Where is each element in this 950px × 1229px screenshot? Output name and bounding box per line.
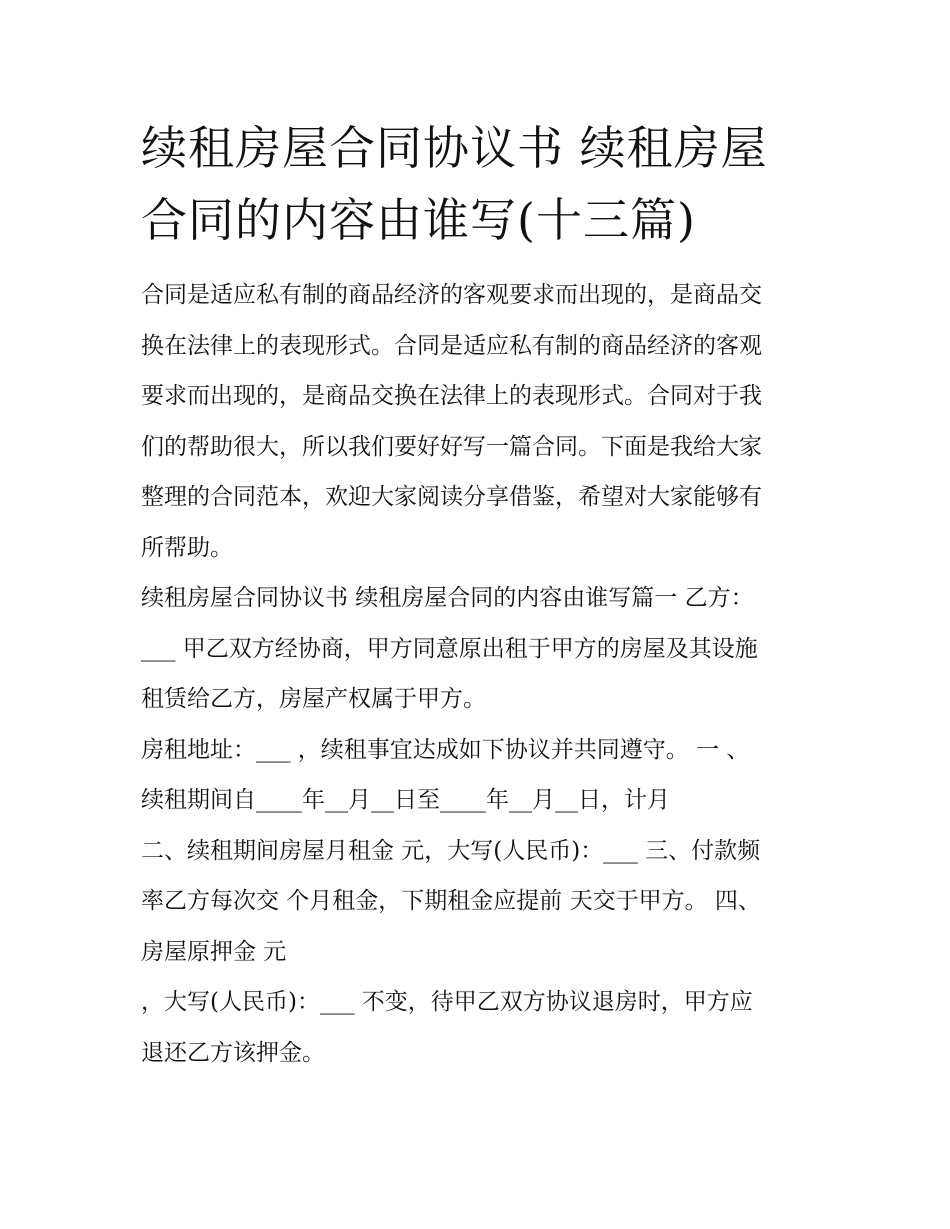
title-line-2: 合同的内容由谁写(十三篇) — [141, 193, 696, 247]
body-line-16: 退还乙方该押金。 — [141, 1039, 325, 1066]
body-line-4: 们的帮助很大，所以我们要好好写一篇合同。下面是我给大家 — [141, 433, 762, 460]
document-title — [141, 112, 817, 256]
title-line-1: 续租房屋合同协议书 续租房屋 — [141, 121, 768, 175]
body-line-7: 续租房屋合同协议书 续租房屋合同的内容由谁写篇一 乙方： — [141, 585, 754, 611]
body-line-15: ，大写(人民币)：___ 不变，待甲乙双方协议退房时，甲方应 — [141, 989, 753, 1015]
body-line-9: 租赁给乙方，房屋产权属于甲方。 — [141, 686, 486, 712]
body-line-3: 要求而出现的，是商品交换在法律上的表现形式。合同对于我 — [141, 383, 762, 409]
body-line-11: 续租期间自____年__月__日至____年__月__日，计月 — [141, 787, 670, 813]
body-line-12: 二、续租期间房屋月租金 元，大写(人民币)：___ 三、付款频 — [141, 837, 761, 864]
body-line-2: 换在法律上的表现形式。合同是适应私有制的商品经济的客观 — [141, 332, 762, 359]
body-line-1: 合同是适应私有制的商品经济的客观要求而出现的，是商品交 — [141, 282, 762, 308]
body-line-8: ___ 甲乙双方经协商，甲方同意原出租于甲方的房屋及其设施 — [141, 635, 758, 662]
body-line-14: 房屋原押金 元 — [141, 938, 287, 965]
body-line-5: 整理的合同范本，欢迎大家阅读分享借鉴，希望对大家能够有 — [141, 484, 762, 510]
body-line-10: 房租地址：___ ，续租事宜达成如下协议并共同遵守。 一 、 — [141, 736, 750, 763]
document-body — [141, 270, 817, 1078]
body-line-6: 所帮助。 — [141, 534, 233, 561]
document-page — [141, 112, 817, 1078]
body-line-13: 率乙方每次交 个月租金，下期租金应提前 天交于甲方。 四、 — [141, 888, 761, 914]
